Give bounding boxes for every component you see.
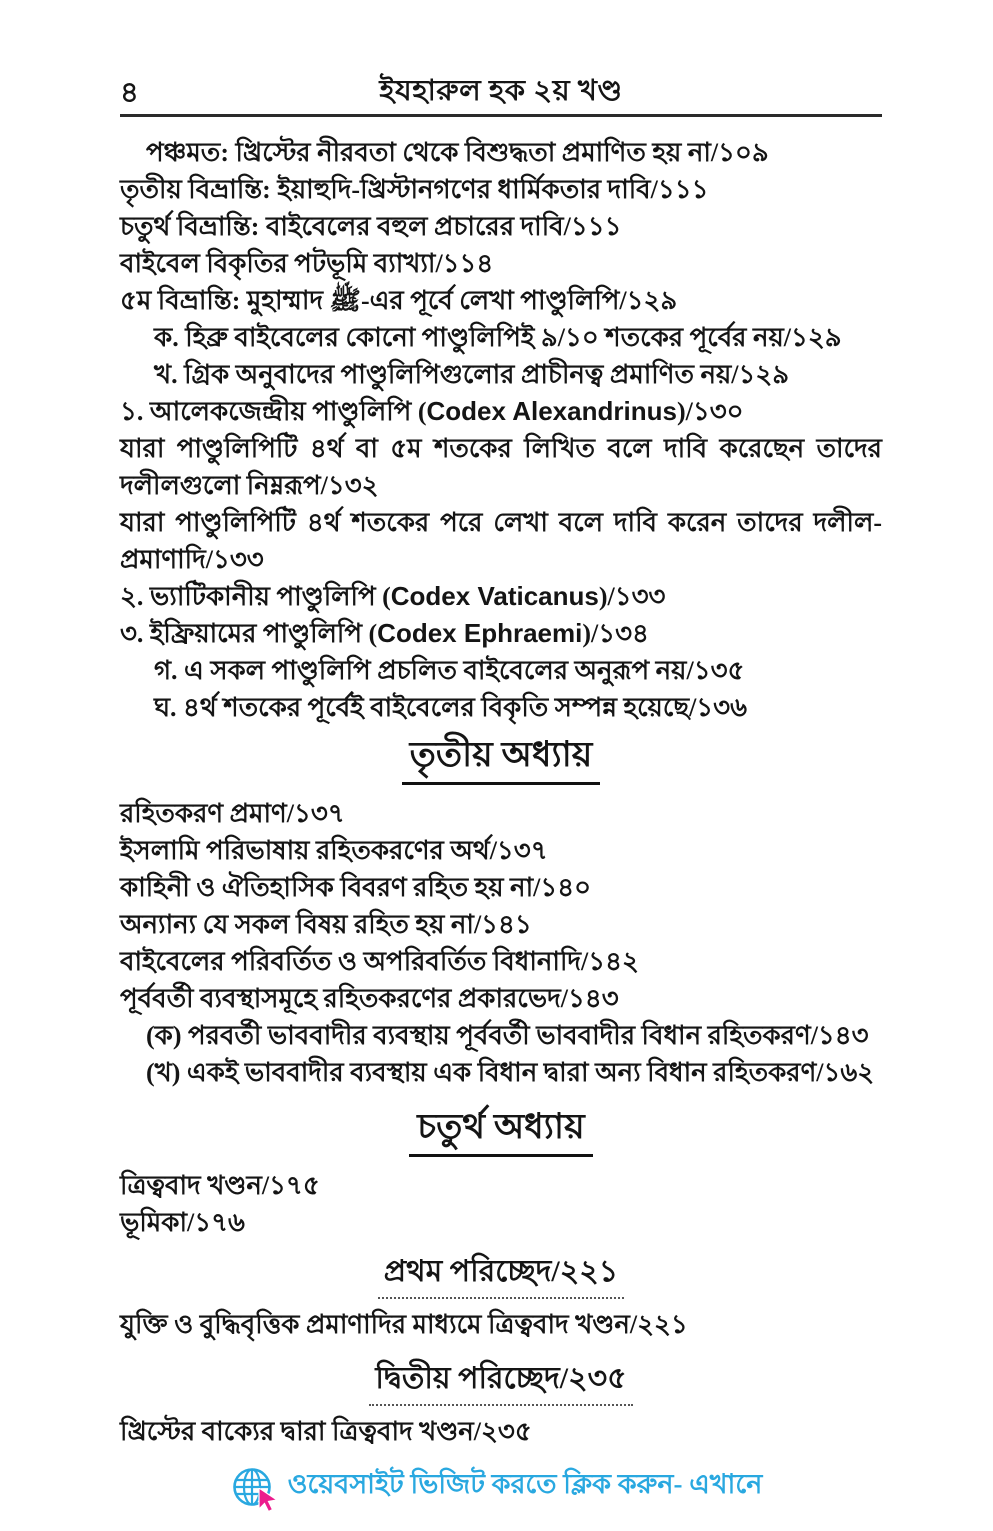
table-of-contents <box>120 134 882 1450</box>
toc-entry: ক. হিব্রু বাইবেলের কোনো পাণ্ডুলিপিই ৯/১০ শতকের পূর্বের নয়/১২৯ <box>154 323 842 352</box>
toc-entry: গ. এ সকল পাণ্ডুলিপি প্রচলিত বাইবেলের অনুরূপ নয়/১৩৫ <box>154 656 745 685</box>
toc-entry: তৃতীয় বিভ্রান্তি: ইয়াহুদি-খ্রিস্টানগণের ধার্মিকতার দাবি/১১১ <box>120 175 709 204</box>
chapter-heading-row <box>120 735 882 785</box>
toc-entry: ঘ. ৪র্থ শতকের পূর্বেই বাইবেলের বিকৃতি সম্পন্ন হয়েছে/১৩৬ <box>154 693 747 722</box>
toc-entry: (ক) পরবর্তী ভাববাদীর ব্যবস্থায় পূর্ববর্তী ভাববাদীর বিধান রহিতকরণ/১৪৩ <box>146 1021 869 1050</box>
entry-text-bn: )/১৩০ <box>676 397 744 426</box>
section-heading-row <box>120 1255 882 1299</box>
section-heading-row <box>120 1362 882 1406</box>
chapter-heading-row <box>120 1107 882 1157</box>
book-title: ইযহারুল হক ২য় খণ্ড <box>379 75 623 107</box>
toc-entry: ভূমিকা/১৭৬ <box>120 1208 245 1237</box>
toc-entry: কাহিনী ও ঐতিহাসিক বিবরণ রহিত হয় না/১৪০ <box>120 873 591 902</box>
toc-entry: পঞ্চমত: খ্রিস্টের নীরবতা থেকে বিশুদ্ধতা প্রমাণিত হয় না/১০৯ <box>146 138 769 167</box>
entry-text-bn: ১. আলেকজেন্দ্রীয় পাণ্ডুলিপি ( <box>120 397 427 426</box>
entry-text-bn: ২. ভ্যাটিকানীয় পাণ্ডুলিপি ( <box>120 582 391 611</box>
toc-entry: পূর্ববর্তী ব্যবস্থাসমূহে রহিতকরণের প্রকারভেদ/১৪৩ <box>120 984 619 1013</box>
section-1-heading: প্রথম পরিচ্ছেদ/২২১ <box>378 1255 624 1299</box>
entry-text-latin: Codex Alexandrinus <box>426 396 677 426</box>
entry-text-bn: )/১৩৪ <box>582 619 649 648</box>
toc-entry: (খ) একই ভাববাদীর ব্যবস্থায় এক বিধান দ্বারা অন্য বিধান রহিতকরণ/১৬২ <box>146 1058 875 1087</box>
page-header <box>120 68 882 108</box>
website-link-label[interactable]: ওয়েবসাইট ভিজিট করতে ক্লিক করুন- এখানে <box>287 1469 763 1499</box>
entry-text-bn: ৩. ইফ্রিয়ামের পাণ্ডুলিপি ( <box>120 619 378 648</box>
chapter-3-heading: তৃতীয় অধ্যায় <box>402 735 601 785</box>
toc-entry: ইসলামি পরিভাষায় রহিতকরণের অর্থ/১৩৭ <box>120 836 548 865</box>
toc-entry: অন্যান্য যে সকল বিষয় রহিত হয় না/১৪১ <box>120 910 532 939</box>
toc-entry: বাইবেলের পরিবর্তিত ও অপরিবর্তিত বিধানাদি/১৪২ <box>120 947 639 976</box>
page-content <box>120 68 882 1450</box>
page-number: ৪ <box>120 77 139 109</box>
toc-entry: ত্রিত্ববাদ খণ্ডন/১৭৫ <box>120 1171 320 1200</box>
toc-entry: যারা পাণ্ডুলিপিটি ৪র্থ বা ৫ম শতকের লিখিত বলে দাবি করেছেন তাদের দলীলগুলো নিম্নরূপ/১৩২ <box>120 434 882 500</box>
toc-entry: বাইবেল বিকৃতির পটভূমি ব্যাখ্যা/১১৪ <box>120 249 494 278</box>
section-2-heading: দ্বিতীয় পরিচ্ছেদ/২৩৫ <box>369 1362 632 1406</box>
cursor-arrow-icon <box>257 1488 279 1512</box>
entry-text-bn: )/১৩৩ <box>598 582 666 611</box>
toc-entry: ৫ম বিভ্রান্তি: মুহাম্মাদ ﷺ-এর পূর্বে লেখা পাণ্ডুলিপি/১২৯ <box>120 286 678 315</box>
entry-text-latin: Codex Vaticanus <box>390 581 599 611</box>
toc-entry: যারা পাণ্ডুলিপিটি ৪র্থ শতকের পরে লেখা বলে দাবি করেন তাদের দলীল-প্রমাণাদি/১৩৩ <box>120 508 882 574</box>
website-link[interactable] <box>0 1464 993 1509</box>
toc-entry-codex-vaticanus <box>120 578 882 615</box>
toc-entry-codex-alexandrinus <box>120 393 882 430</box>
globe-icon <box>231 1466 273 1508</box>
toc-entry-codex-ephraemi <box>120 615 882 652</box>
toc-entry: চতুর্থ বিভ্রান্তি: বাইবেলের বহুল প্রচারের দাবি/১১১ <box>120 212 622 241</box>
entry-text-latin: Codex Ephraemi <box>377 618 583 648</box>
toc-entry: রহিতকরণ প্রমাণ/১৩৭ <box>120 799 345 828</box>
toc-entry: খ্রিস্টের বাক্যের দ্বারা ত্রিত্ববাদ খণ্ডন/২৩৫ <box>120 1417 532 1446</box>
toc-entry: খ. গ্রিক অনুবাদের পাণ্ডুলিপিগুলোর প্রাচীনত্ব প্রমাণিত নয়/১২৯ <box>154 360 790 389</box>
toc-entry: যুক্তি ও বুদ্ধিবৃত্তিক প্রমাণাদির মাধ্যমে ত্রিত্ববাদ খণ্ডন/২২১ <box>120 1310 688 1339</box>
chapter-4-heading: চতুর্থ অধ্যায় <box>409 1107 592 1157</box>
